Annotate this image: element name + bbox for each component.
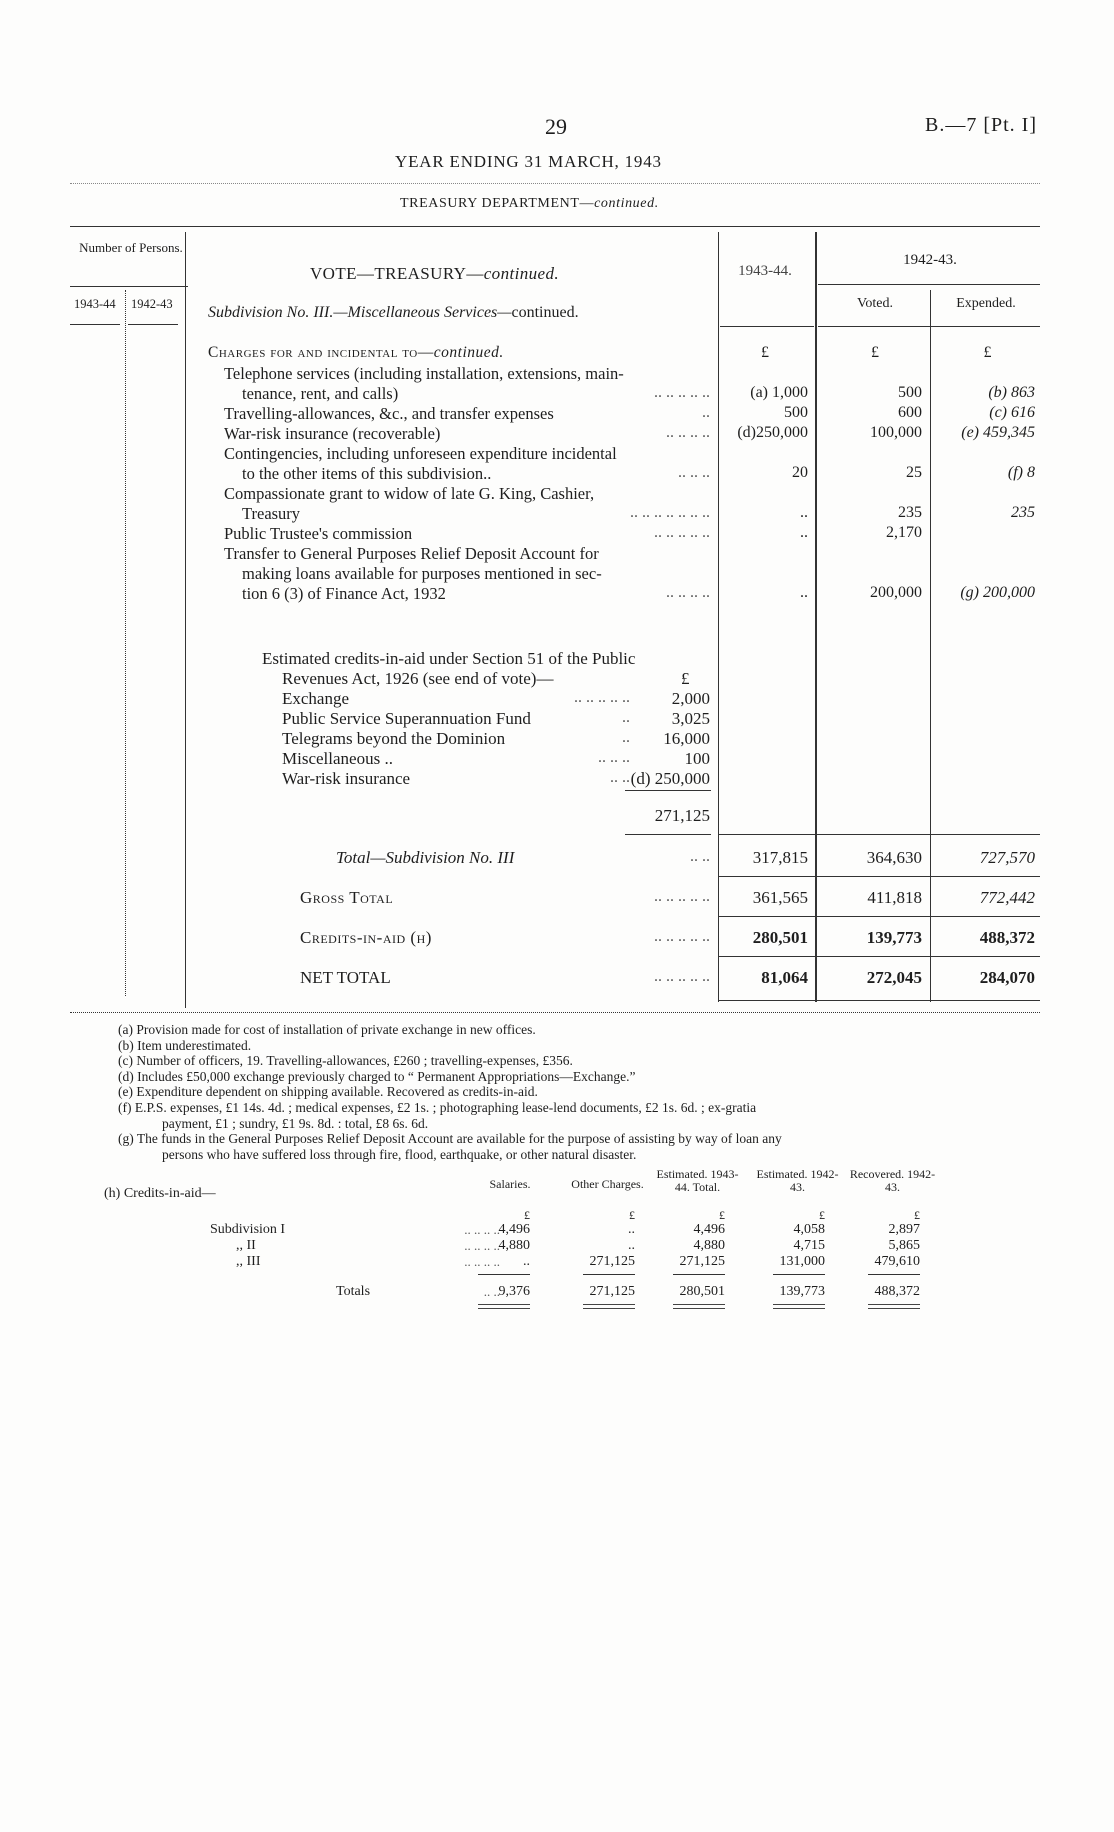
credits-heading-line-2: Revenues Act, 1926 (see end of vote)— [282, 669, 554, 688]
total-leader: .. .. .. .. .. [654, 888, 710, 905]
item-expended: (c) 616 [989, 404, 1035, 421]
credits-table-currency: £ [524, 1208, 530, 1222]
rule-persons-right [185, 232, 186, 1008]
credits-table-currency: £ [719, 1208, 725, 1222]
credits-table-cell: 271,125 [679, 1254, 725, 1269]
credit-label: War-risk insurance [282, 769, 411, 788]
total-label: Total—Subdivision No. III [336, 848, 515, 867]
department-title [400, 196, 659, 212]
vote-title-text: VOTE—TREASURY— [310, 264, 484, 283]
rule-est-left [718, 232, 719, 1002]
totals-rule-1 [718, 834, 1040, 835]
total-expended: 488,372 [979, 928, 1035, 947]
section-heading-continued: continued. [433, 344, 504, 361]
item-voted: 600 [898, 404, 922, 421]
col-1943-heading: 1943-44. [738, 263, 792, 279]
item-line: Treasury [242, 504, 301, 523]
col-1942-heading: 1942-43. [903, 252, 957, 268]
page-number: 29 [545, 114, 567, 139]
credits-table-cell: 4,496 [693, 1222, 725, 1237]
credits-table-row-label: ,, II [236, 1238, 256, 1253]
totals-rule-4 [718, 956, 1040, 957]
credits-total: 271,125 [654, 806, 710, 825]
item-leader: .. .. .. [678, 464, 710, 481]
footnote: (a) Provision made for cost of installation of private exchange in new offices. [118, 1022, 536, 1037]
credits-table-cell: .. [523, 1254, 530, 1269]
credits-table-currency: £ [914, 1208, 920, 1222]
section-heading [208, 344, 504, 362]
credits-table-total-leader: .. .. [483, 1284, 500, 1299]
totals-rule-2 [718, 876, 1040, 877]
item-estimate: (a) 1,000 [750, 384, 808, 401]
vote-title [310, 264, 559, 284]
total-label: Credits-in-aid (h) [300, 928, 432, 947]
table-top-rule [70, 226, 1040, 227]
total-voted: 364,630 [866, 848, 922, 867]
total-voted: 139,773 [866, 928, 922, 947]
item-estimate: 500 [784, 404, 808, 421]
item-line: Travelling-allowances, &c., and transfer expenses [224, 404, 554, 423]
section-heading-text: Charges for and incidental to— [208, 344, 434, 361]
credits-table-cell: 4,496 [498, 1222, 530, 1237]
credits-table-sum-rule [673, 1274, 725, 1275]
item-voted: 25 [906, 464, 922, 481]
footnote: (c) Number of officers, 19. Travelling-allowances, £260 ; travelling-expenses, £356. [118, 1053, 573, 1069]
credits-table-cell: 4,715 [793, 1238, 825, 1253]
total-leader: .. .. [690, 848, 710, 865]
item-line: Contingencies, including unforeseen expenditure incidental [224, 444, 617, 463]
credits-heading-line-1: Estimated credits-in-aid under Section 51 of the Public [262, 649, 636, 668]
currency-expended: £ [983, 344, 992, 361]
credits-table-row-leader: .. .. .. .. [464, 1238, 500, 1253]
item-voted: 235 [898, 504, 922, 521]
total-label: NET TOTAL [300, 968, 391, 987]
total-estimate: 280,501 [752, 928, 808, 947]
item-leader: .. .. .. .. .. [654, 384, 710, 401]
credit-leader: .. .. .. .. .. [574, 689, 630, 706]
total-estimate: 317,815 [752, 848, 808, 867]
item-expended: 235 [1011, 504, 1035, 521]
persons-1942-heading: 1942-43 [131, 297, 173, 311]
persons-heading-rule [70, 286, 188, 287]
totals-rule-3 [718, 916, 1040, 917]
credits-table-total-cell: 139,773 [779, 1284, 825, 1299]
credits-table-total-cell: 280,501 [679, 1284, 725, 1299]
item-leader: .. .. .. .. .. .. .. [630, 504, 710, 521]
subdivision-title-continued: continued. [511, 304, 579, 321]
voted-heading: Voted. [857, 296, 893, 311]
credits-table-currency: £ [629, 1208, 635, 1222]
item-estimate: .. [800, 524, 808, 541]
credits-table-cell: 4,880 [693, 1238, 725, 1253]
subdivision-title [208, 304, 579, 322]
currency-voted: £ [871, 344, 879, 361]
item-line: Telephone services (including installation, extensions, main- [224, 364, 624, 383]
item-expended: (g) 200,000 [960, 584, 1035, 601]
credits-table-total-cell: 488,372 [874, 1284, 920, 1299]
credits-table-title: (h) Credits-in-aid— [104, 1186, 216, 1201]
credits-table-header: Estimated. 1942-43. [756, 1167, 839, 1194]
item-expended: (f) 8 [1007, 464, 1035, 481]
total-voted: 411,818 [867, 888, 922, 907]
heading-bottom-rule-left [720, 326, 814, 327]
credit-leader: .. [622, 709, 630, 726]
credit-label: Exchange [282, 689, 350, 708]
item-expended: (e) 459,345 [961, 424, 1035, 441]
item-estimate: (d)250,000 [737, 424, 808, 441]
item-line: to the other items of this subdivision.. [242, 464, 492, 483]
expended-heading: Expended. [956, 296, 1016, 311]
credits-table-cell: .. [628, 1222, 635, 1237]
credit-leader: .. .. [610, 769, 630, 786]
totals-rule-5 [718, 1000, 1040, 1001]
credits-table-cell: 131,000 [779, 1254, 825, 1269]
credits-table-total-cell: 271,125 [589, 1284, 635, 1299]
credit-leader: .. .. .. [598, 749, 630, 766]
header-rule [70, 183, 1040, 184]
number-of-persons-heading: Number of Persons. [79, 240, 183, 255]
item-line: tion 6 (3) of Finance Act, 1932 [242, 584, 446, 603]
credits-table-row-leader: .. .. .. .. [464, 1222, 500, 1237]
footnote: payment, £1 ; sundry, £1 9s. 8d. : total, £8 6s. 6d. [162, 1115, 429, 1131]
item-expended: (b) 863 [988, 384, 1035, 401]
credits-table-cell: 2,897 [888, 1222, 920, 1237]
department-continued: continued. [594, 196, 659, 211]
total-expended: 727,570 [979, 848, 1035, 867]
footnote: (e) Expenditure dependent on shipping available. Recovered as credits-in-aid. [118, 1084, 538, 1100]
credits-table-cell: .. [628, 1238, 635, 1253]
credits-table-header: Salaries. [489, 1177, 531, 1191]
item-leader: .. [702, 404, 710, 421]
credits-table-total-rule [583, 1304, 635, 1309]
persons-1943-heading: 1943-44 [74, 297, 116, 311]
vote-title-continued: continued. [483, 264, 560, 283]
credits-table-cell: 479,610 [874, 1254, 920, 1269]
credits-sum-rule [625, 790, 711, 791]
credit-leader: .. [622, 729, 630, 746]
credit-label: Telegrams beyond the Dominion [282, 729, 506, 748]
credits-table-cell: 4,880 [498, 1238, 530, 1253]
credits-table-total-label: Totals [336, 1284, 371, 1299]
persons-sub-rule-1 [70, 324, 120, 325]
footnote: persons who have suffered loss through fire, flood, earthquake, or other natural disaster. [162, 1146, 637, 1162]
total-voted: 272,045 [866, 968, 922, 987]
credits-table-row-label: ,, III [236, 1254, 261, 1269]
item-estimate: 20 [792, 464, 808, 481]
item-line: Public Trustee's commission [224, 524, 413, 543]
total-leader: .. .. .. .. .. [654, 928, 710, 945]
credits-total-rule [625, 834, 711, 835]
credits-table-total-rule [868, 1304, 920, 1309]
credits-table-total-rule [773, 1304, 825, 1309]
credit-value: (d) 250,000 [630, 769, 710, 788]
credits-table-cell: 5,865 [888, 1238, 920, 1253]
credits-table-sum-rule [773, 1274, 825, 1275]
item-voted: 2,170 [886, 524, 922, 541]
footnote: (d) Includes £50,000 exchange previously charged to “ Permanent Appropriations—Exchange.” [118, 1068, 636, 1084]
credit-value: 100 [684, 749, 710, 768]
item-estimate: .. [800, 504, 808, 521]
credits-table-currency: £ [819, 1208, 825, 1222]
credits-table-sum-rule [583, 1274, 635, 1275]
credits-table-total-rule [673, 1304, 725, 1309]
credit-value: 16,000 [663, 729, 710, 748]
total-leader: .. .. .. .. .. [654, 968, 710, 985]
item-leader: .. .. .. .. [666, 584, 710, 601]
total-estimate: 81,064 [761, 968, 808, 987]
rule-est-right [815, 232, 817, 1002]
item-line: Compassionate grant to widow of late G. King, Cashier, [224, 484, 595, 503]
credits-table-row-leader: .. .. .. .. [464, 1254, 500, 1269]
credits-table-header: Other Charges. [571, 1177, 644, 1191]
item-line: making loans available for purposes mentioned in sec- [242, 564, 602, 583]
item-line: Transfer to General Purposes Relief Deposit Account for [224, 544, 599, 563]
footnote: (g) The funds in the General Purposes Relief Deposit Account are available for the purpose of assisting by way of loan any [118, 1131, 782, 1147]
document-reference: B.—7 [Pt. I] [925, 114, 1037, 136]
footnote: (b) Item underestimated. [118, 1037, 252, 1053]
credit-value: 3,025 [671, 709, 710, 728]
heading-bottom-rule-right [818, 326, 1040, 327]
subdivision-title-text: Subdivision No. III.—Miscellaneous Services— [208, 304, 512, 321]
rule-persons-split [125, 290, 126, 996]
item-line: tenance, rent, and calls) [242, 384, 399, 403]
credit-label: Miscellaneous .. [282, 749, 393, 768]
persons-sub-rule-2 [128, 324, 178, 325]
table-bottom-rule [70, 1012, 1040, 1013]
credits-table-cell: 271,125 [589, 1254, 635, 1269]
footnote: (f) E.P.S. expenses, £1 14s. 4d. ; medical expenses, £2 1s. ; photographing lease-lend documents, £2 1s. 6d. ; ex-gratia [118, 1100, 757, 1115]
credits-table-header: Recovered. 1942-43. [849, 1167, 936, 1194]
total-expended: 772,442 [979, 888, 1035, 907]
credits-table-total-cell: 9,376 [498, 1284, 530, 1299]
credit-value: 2,000 [671, 689, 710, 708]
credits-table-total-rule [478, 1304, 530, 1309]
credits-table-cell: 4,058 [793, 1222, 825, 1237]
department-name: TREASURY DEPARTMENT— [400, 196, 595, 211]
total-label: Gross Total [300, 888, 394, 907]
total-estimate: 361,565 [752, 888, 808, 907]
item-voted: 100,000 [870, 424, 922, 441]
currency-est: £ [761, 344, 769, 361]
credits-table-header: Estimated. 1943-44. Total. [656, 1167, 739, 1194]
item-voted: 500 [898, 384, 922, 401]
item-leader: .. .. .. .. [666, 424, 710, 441]
item-voted: 200,000 [870, 584, 922, 601]
col-1942-rule [818, 284, 1040, 285]
item-leader: .. .. .. .. .. [654, 524, 710, 541]
item-line: War-risk insurance (recoverable) [224, 424, 441, 443]
credits-table-row-label: Subdivision I [210, 1222, 286, 1237]
total-expended: 284,070 [979, 968, 1035, 987]
credits-currency: £ [681, 669, 690, 688]
credit-label: Public Service Superannuation Fund [282, 709, 531, 728]
item-estimate: .. [800, 584, 808, 601]
credits-table-sum-rule [478, 1274, 530, 1275]
rule-voted-right [930, 290, 931, 1002]
year-title: YEAR ENDING 31 MARCH, 1943 [395, 152, 662, 171]
credits-table-sum-rule [868, 1274, 920, 1275]
